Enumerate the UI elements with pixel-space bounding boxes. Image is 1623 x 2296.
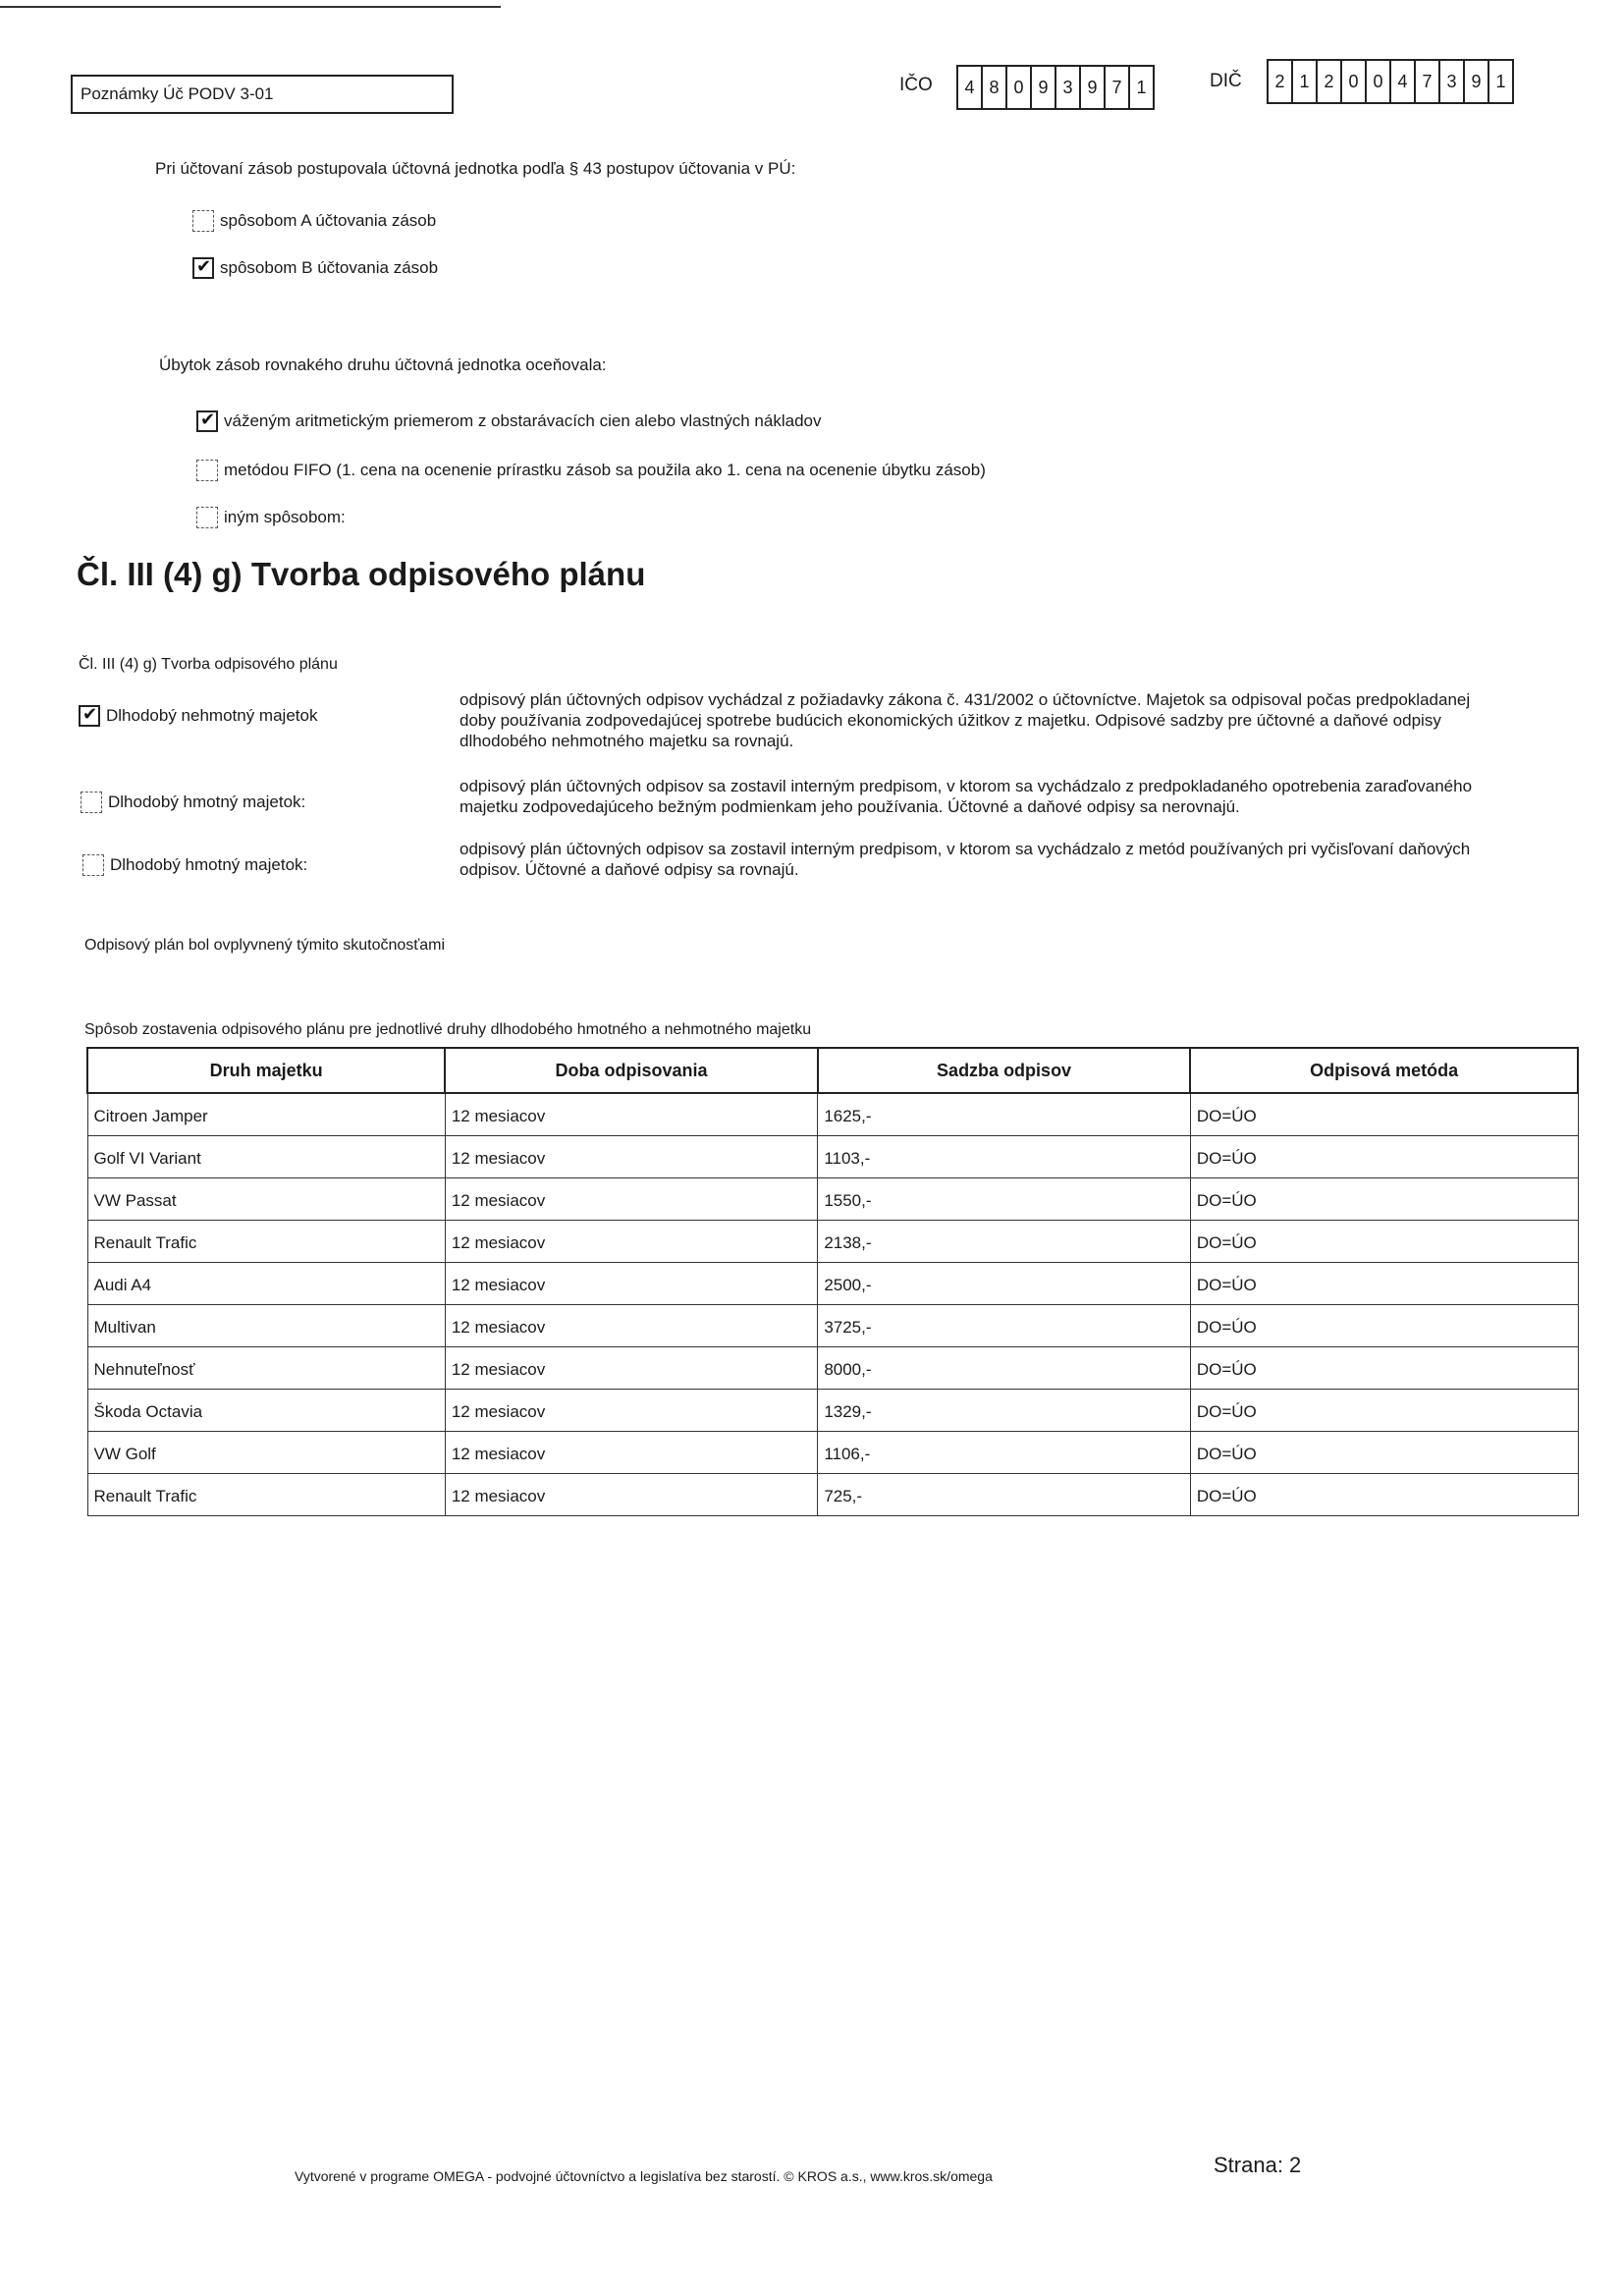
tangible-label-2: Dlhodobý hmotný majetok: [110, 855, 308, 874]
tangible-description-1: odpisový plán účtovných odpisov sa zostavil interným predpisom, v ktorom sa vychádzalo z predpokladaného opotrebenia zaraďovaného majetku zodpovedajúceho bežným podmienkam jeho používania. Účtovné a daňové odpisy sa nerovnajú. [460, 777, 1473, 816]
intangible-checkbox[interactable] [79, 705, 100, 727]
method-cell: DO=ÚO [1190, 1221, 1578, 1263]
period-cell: 12 mesiacov [445, 1347, 818, 1390]
ico-digit: 8 [983, 67, 1007, 108]
rate-cell: 1550,- [818, 1178, 1191, 1221]
table-row [87, 1178, 1578, 1221]
dic-digits [1267, 59, 1514, 104]
period-cell: 12 mesiacov [445, 1178, 818, 1221]
dic-digit: 9 [1465, 61, 1489, 102]
table-row [87, 1474, 1578, 1516]
tangible-description-2: odpisový plán účtovných odpisov sa zostavil interným predpisom, v ktorom sa vychádzalo z metód používaných pri vyčisľovaní daňových odpisov. Účtovné a daňové odpisy sa rovnajú. [460, 840, 1471, 879]
method-a-label: spôsobom A účtovania zásob [220, 211, 437, 230]
table-row [87, 1136, 1578, 1178]
valuation-fifo-label: metódou FIFO (1. cena na ocenenie prírastku zásob sa použila ako 1. cena na ocenenie úbytku zásob) [224, 461, 986, 479]
method-b-option[interactable] [192, 257, 438, 279]
method-cell: DO=ÚO [1190, 1305, 1578, 1347]
footer-text: Vytvorené v programe OMEGA - podvojné účtovníctvo a legislatíva bez starostí. © KROS a.s., www.kros.sk/omega [295, 2168, 993, 2184]
ico-digits [956, 65, 1155, 110]
valuation-other-checkbox[interactable] [196, 507, 218, 528]
method-a-option[interactable] [192, 210, 436, 232]
section-heading: Čl. III (4) g) Tvorba odpisového plánu [77, 556, 646, 592]
dic-digit: 0 [1342, 61, 1367, 102]
tangible-label-1: Dlhodobý hmotný majetok: [108, 793, 306, 811]
rate-cell: 1106,- [818, 1432, 1191, 1474]
table-row [87, 1347, 1578, 1390]
influenced-note: Odpisový plán bol ovplyvnený týmito skutočnosťami [84, 937, 446, 954]
rate-cell: 3725,- [818, 1305, 1191, 1347]
ico-digit: 3 [1056, 67, 1081, 108]
period-cell: 12 mesiacov [445, 1093, 818, 1136]
dic-digit: 2 [1269, 61, 1293, 102]
intangible-label: Dlhodobý nehmotný majetok [106, 706, 318, 725]
ico-digit: 1 [1130, 67, 1155, 108]
method-cell: DO=ÚO [1190, 1432, 1578, 1474]
depreciation-table [86, 1047, 1579, 1516]
method-b-label: spôsobom B účtovania zásob [220, 258, 439, 277]
table-caption: Spôsob zostavenia odpisového plánu pre jednotlivé druhy dlhodobého hmotného a nehmotného majetku [84, 1021, 812, 1038]
period-cell: 12 mesiacov [445, 1390, 818, 1432]
rate-cell: 1625,- [818, 1093, 1191, 1136]
rate-cell: 2500,- [818, 1263, 1191, 1305]
asset-type-cell: VW Passat [87, 1178, 445, 1221]
dic-digit: 0 [1367, 61, 1391, 102]
ico-digit: 9 [1032, 67, 1056, 108]
asset-type-cell: Citroen Jamper [87, 1093, 445, 1136]
period-cell: 12 mesiacov [445, 1136, 818, 1178]
intangible-option[interactable] [79, 705, 317, 727]
asset-type-cell: Golf VI Variant [87, 1136, 445, 1178]
asset-type-cell: Renault Trafic [87, 1474, 445, 1516]
rate-cell: 2138,- [818, 1221, 1191, 1263]
intangible-description: odpisový plán účtovných odpisov vychádzal z požiadavky zákona č. 431/2002 o účtovníctve. Majetok sa odpisoval počas predpokladanej doby používania zodpovedajúcej spotrebe budúcich ekonomických úžitkov z majetku. Odpisové sadzby pre účtovné a daňové odpisy dlhodobého nehmotného majetku sa rovnajú. [460, 690, 1471, 750]
method-cell: DO=ÚO [1190, 1347, 1578, 1390]
method-cell: DO=ÚO [1190, 1136, 1578, 1178]
valuation-average-label: váženým aritmetickým priemerom z obstarávacích cien alebo vlastných nákladov [224, 411, 822, 430]
method-b-checkbox[interactable] [192, 257, 214, 279]
header-period: Doba odpisovania [445, 1048, 818, 1093]
tangible-checkbox-1[interactable] [81, 792, 102, 813]
dic-label: DIČ [1210, 71, 1242, 91]
valuation-other-label: iným spôsobom: [224, 508, 346, 526]
asset-type-cell: VW Golf [87, 1432, 445, 1474]
inventory-intro: Pri účtovaní zásob postupovala účtovná jednotka podľa § 43 postupov účtovania v PÚ: [155, 159, 796, 178]
table-row [87, 1432, 1578, 1474]
valuation-average-option[interactable] [196, 410, 821, 432]
rate-cell: 725,- [818, 1474, 1191, 1516]
ico-digit: 0 [1007, 67, 1032, 108]
tangible-option-2[interactable] [82, 854, 307, 876]
asset-type-cell: Multivan [87, 1305, 445, 1347]
rate-cell: 8000,- [818, 1347, 1191, 1390]
period-cell: 12 mesiacov [445, 1432, 818, 1474]
period-cell: 12 mesiacov [445, 1305, 818, 1347]
dic-digit: 2 [1318, 61, 1342, 102]
valuation-other-option[interactable] [196, 507, 346, 528]
valuation-fifo-option[interactable] [196, 460, 986, 481]
tangible-option-1[interactable] [81, 792, 305, 813]
table-row [87, 1390, 1578, 1432]
page-number: Strana: 2 [1214, 2153, 1302, 2177]
ico-label: IČO [899, 75, 933, 95]
ico-digit: 4 [958, 67, 983, 108]
section-subtitle: Čl. III (4) g) Tvorba odpisového plánu [79, 656, 338, 673]
ico-digit: 7 [1106, 67, 1130, 108]
tangible-checkbox-2[interactable] [82, 854, 104, 876]
dic-digit: 7 [1416, 61, 1440, 102]
method-cell: DO=ÚO [1190, 1093, 1578, 1136]
dic-digit: 1 [1293, 61, 1318, 102]
asset-type-cell: Nehnuteľnosť [87, 1347, 445, 1390]
method-cell: DO=ÚO [1190, 1390, 1578, 1432]
dic-digit: 1 [1489, 61, 1514, 102]
form-name-box: Poznámky Úč PODV 3-01 [71, 75, 454, 114]
rate-cell: 1329,- [818, 1390, 1191, 1432]
asset-type-cell: Audi A4 [87, 1263, 445, 1305]
header-method: Odpisová metóda [1190, 1048, 1578, 1093]
period-cell: 12 mesiacov [445, 1263, 818, 1305]
dic-digit: 3 [1440, 61, 1465, 102]
asset-type-cell: Škoda Octavia [87, 1390, 445, 1432]
table-row [87, 1093, 1578, 1136]
valuation-intro: Úbytok zásob rovnakého druhu účtovná jednotka oceňovala: [159, 355, 607, 374]
header-asset-type: Druh majetku [87, 1048, 445, 1093]
top-rule [0, 6, 501, 8]
method-cell: DO=ÚO [1190, 1178, 1578, 1221]
dic-digit: 4 [1391, 61, 1416, 102]
asset-type-cell: Renault Trafic [87, 1221, 445, 1263]
ico-digit: 9 [1081, 67, 1106, 108]
method-cell: DO=ÚO [1190, 1474, 1578, 1516]
period-cell: 12 mesiacov [445, 1221, 818, 1263]
method-a-checkbox[interactable] [192, 210, 214, 232]
valuation-average-checkbox[interactable] [196, 410, 218, 432]
valuation-fifo-checkbox[interactable] [196, 460, 218, 481]
table-header-row [87, 1048, 1578, 1093]
method-cell: DO=ÚO [1190, 1263, 1578, 1305]
rate-cell: 1103,- [818, 1136, 1191, 1178]
table-row [87, 1221, 1578, 1263]
table-row [87, 1263, 1578, 1305]
period-cell: 12 mesiacov [445, 1474, 818, 1516]
header-rate: Sadzba odpisov [818, 1048, 1191, 1093]
table-row [87, 1305, 1578, 1347]
